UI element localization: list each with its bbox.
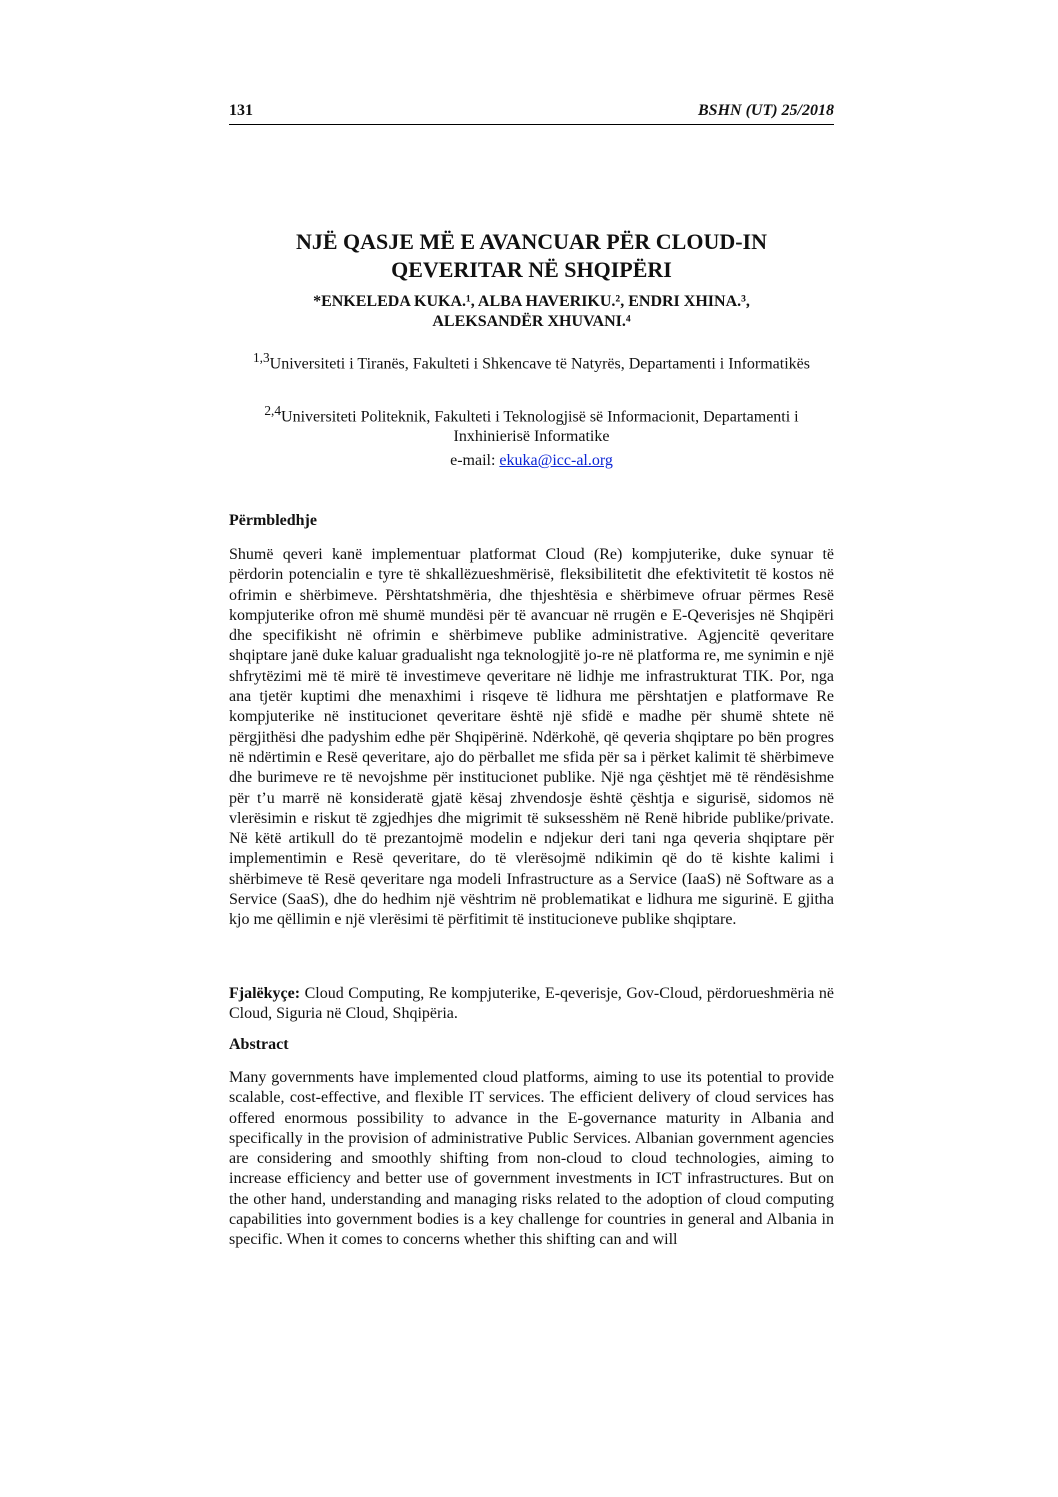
keywords-text: Cloud Computing, Re kompjuterike, E-qeverisje, Gov-Cloud, përdorueshmëria në Cloud, Siguria në Cloud, Shqipëria. bbox=[229, 985, 834, 1023]
contact-email-line bbox=[229, 451, 834, 471]
author-line-1: *ENKELEDA KUKA.¹, ALBA HAVERIKU.², ENDRI XHINA.³, bbox=[313, 293, 750, 310]
abstract-paragraph: Many governments have implemented cloud platforms, aiming to use its potential to provide scalable, cost-effective, and flexible IT services. The efficient delivery of cloud services has offered enormous possibility to advance in the E-governance maturity in Albania and specifically in the provision of administrative Public Services. Albanian government agencies are considering and smoothly shifting from non-cloud to cloud technologies, aiming to increase efficiency and better use of government investments in ICT infrastructures. But on the other hand, understanding and managing risks related to the adoption of cloud computing capabilities into government bodies is a key challenge for countries in general and Albania in specific. When it comes to concerns whether this shifting can and will bbox=[229, 1069, 834, 1249]
running-header bbox=[229, 102, 834, 125]
affiliation-1 bbox=[229, 348, 834, 374]
email-label: e-mail: bbox=[450, 452, 500, 469]
affiliation-2 bbox=[229, 401, 834, 447]
page-number: 131 bbox=[229, 102, 253, 119]
email-link[interactable]: ekuka@icc-al.org bbox=[499, 452, 613, 469]
journal-reference: BSHN (UT) 25/2018 bbox=[698, 102, 834, 119]
keywords-label: Fjalëkyçe: bbox=[229, 985, 301, 1002]
affiliation-2-text: Universiteti Politeknik, Fakulteti i Teknologjisë së Informacionit, Departamenti i Inxhinierisë Informatike bbox=[281, 408, 799, 446]
paper-title: NJË QASJE MË E AVANCUAR PËR CLOUD-IN QEVERITAR NË SHQIPËRI bbox=[295, 229, 768, 282]
affiliation-2-marker: 2,4 bbox=[264, 403, 282, 418]
author-line-2: ALEKSANDËR XHUVANI.⁴ bbox=[432, 313, 631, 330]
abstract-heading: Abstract bbox=[229, 1036, 289, 1053]
keywords-line bbox=[229, 984, 834, 1025]
permbledhje-heading: Përmbledhje bbox=[229, 512, 317, 529]
permbledhje-paragraph: Shumë qeveri kanë implementuar platformat Cloud (Re) kompjuterike, duke synuar të përdorin potencialin e tyre të shkallëzueshmërisë, fleksibilitetit dhe efektivitetit të kostos në ofrimin e shërbimeve. Përshtatshmëria, dhe thjeshtësia e shërbimeve ofruar përmes Resë kompjuterike ofron më shumë mundësi për të avancuar në rrugën e E-Qeverisjes në Shqipëri dhe specifikisht në ofrimin e shërbimeve publike administrative. Agjencitë qeveritare shqiptare janë duke kaluar gradualisht nga teknologjitë jo-re në platforma re, me synimin e një shfrytëzimi më të mirë të investimeve qeveritare në lidhje me infrastrukturat TIK. Por, nga ana tjetër kuptimi dhe menaxhimi i risqeve të lidhura me përshtatjen e platformave Re kompjuterike në institucionet qeveritare është një sfidë e madhe për shumë shtete në përgjithësi dhe padyshim edhe për Shqipërinë. Ndërkohë, që qeveria shqiptare po bën progres në ndërtimin e Resë qeveritare, ajo do përballet me sfida për sa i përket kalimit të shërbimeve dhe burimeve re të nevojshme për institucionet publike. Një nga çështjet më të rëndësishme për t’u marrë në konsideratë gjatë kësaj zhvendosje është çështja e sigurisë, sidomos në vlerësimin e riskut të zgjedhjes dhe migrimit të suksesshëm në Renë hibride publike/private. Në këtë artikull do të prezantojmë modelin e ndjekur deri tani nga qeveria shqiptare për implementimin e Resë qeveritare, do të vlerësojmë ndikimin që do të kishte kalimi i shërbimeve të Resë qeveritare nga modeli Infrastructure as a Service (IaaS) në Software as a Service (SaaS), dhe do hedhim një vështrim në problematikat e lidhura me sigurinë. E gjitha kjo me qëllimin e një vlerësimi të përfitimit të institucioneve publike shqiptare. bbox=[229, 546, 834, 929]
affiliation-1-marker: 1,3 bbox=[253, 350, 270, 365]
affiliation-1-text: Universiteti i Tiranës, Fakulteti i Shkencave të Natyrës, Departamenti i Informatikës bbox=[269, 355, 810, 373]
author-list bbox=[229, 292, 834, 332]
